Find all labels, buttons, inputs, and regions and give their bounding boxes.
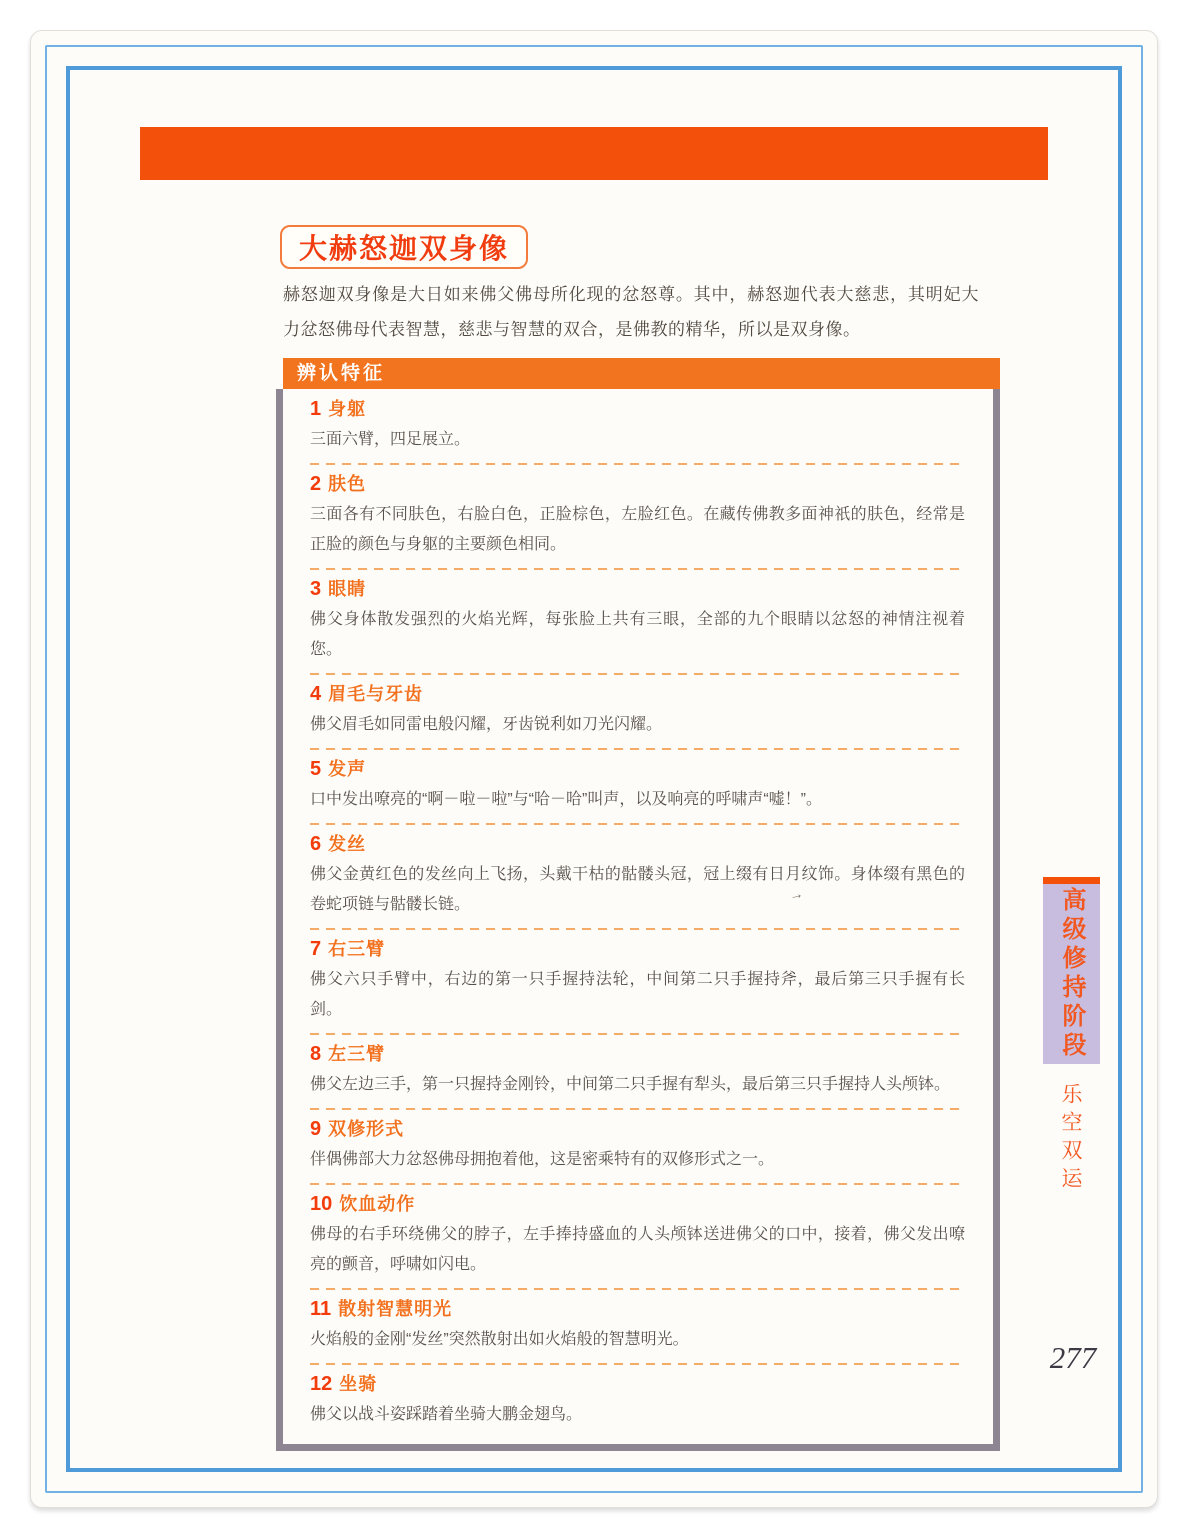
item-separator bbox=[310, 463, 965, 465]
item-separator bbox=[310, 1108, 965, 1110]
feature-item bbox=[310, 832, 965, 930]
feature-item bbox=[310, 397, 965, 465]
feature-item-number: 5 bbox=[310, 758, 322, 780]
feature-item-title: 眼睛 bbox=[328, 579, 367, 599]
feature-item-description: 佛父六只手臂中，右边的第一只手握持法轮，中间第二只手握持斧，最后第三只手握有长剑。 bbox=[310, 971, 965, 1018]
item-separator bbox=[310, 1288, 965, 1290]
feature-item-number: 1 bbox=[310, 398, 322, 420]
feature-item-head bbox=[310, 1372, 965, 1398]
feature-item-head bbox=[310, 397, 965, 423]
feature-item-number: 7 bbox=[310, 938, 322, 960]
feature-item bbox=[310, 472, 965, 570]
feature-item bbox=[310, 682, 965, 750]
feature-item-title: 发丝 bbox=[328, 834, 367, 854]
feature-item-head bbox=[310, 472, 965, 498]
feature-item-number: 10 bbox=[310, 1193, 333, 1215]
item-separator bbox=[310, 1363, 965, 1365]
feature-item-number: 2 bbox=[310, 473, 322, 495]
feature-item bbox=[310, 757, 965, 825]
feature-item-number: 4 bbox=[310, 683, 322, 705]
feature-item bbox=[310, 1117, 965, 1185]
intro-paragraph: 赫怒迦双身像是大日如来佛父佛母所化现的忿怒尊。其中，赫怒迦代表大慈悲，其明妃大力忿怒佛母代表智慧，慈悲与智慧的双合，是佛教的精华，所以是双身像。 bbox=[283, 285, 979, 339]
sidebar-section-label-wrap bbox=[1048, 1083, 1094, 1203]
feature-item bbox=[310, 1372, 965, 1430]
feature-item-description: 佛父左边三手，第一只握持金刚铃，中间第二只手握有犁头，最后第三只手握持人头颅钵。 bbox=[310, 1076, 951, 1093]
feature-item-title: 眉毛与牙齿 bbox=[328, 684, 424, 704]
feature-item-head bbox=[310, 1042, 965, 1068]
feature-item-head bbox=[310, 1192, 965, 1218]
feature-item bbox=[310, 937, 965, 1035]
feature-item-number: 8 bbox=[310, 1043, 322, 1065]
feature-item-number: 6 bbox=[310, 833, 322, 855]
sidebar-chapter-label: 高级修持阶段 bbox=[1058, 887, 1085, 1061]
features-header-bar: 辨认特征 bbox=[283, 358, 1000, 389]
item-separator bbox=[310, 1183, 965, 1185]
feature-item-head bbox=[310, 937, 965, 963]
feature-item-head bbox=[310, 1117, 965, 1143]
feature-item-head bbox=[310, 682, 965, 708]
sidebar-chapter-tab bbox=[1043, 877, 1100, 1064]
feature-item-head bbox=[310, 757, 965, 783]
feature-item-number: 12 bbox=[310, 1373, 333, 1395]
feature-item-description: 佛母的右手环绕佛父的脖子，左手捧持盛血的人头颅钵送进佛父的口中，接着，佛父发出嘹亮的颤音，呼啸如闪电。 bbox=[310, 1226, 965, 1273]
feature-item-title: 散射智慧明光 bbox=[338, 1299, 453, 1319]
page-title: 大赫怒迦双身像 bbox=[298, 234, 509, 265]
feature-item-description: 佛父金黄红色的发丝向上飞扬，头戴干枯的骷髅头冠，冠上缀有日月纹饰。身体缀有黑色的卷蛇项链与骷髅长链。 bbox=[310, 866, 965, 913]
item-separator bbox=[310, 568, 965, 570]
feature-item-description: 三面各有不同肤色，右脸白色，正脸棕色，左脸红色。在藏传佛教多面神祇的肤色，经常是正脸的颜色与身躯的主要颜色相同。 bbox=[310, 506, 965, 553]
feature-item-title: 坐骑 bbox=[339, 1374, 378, 1394]
feature-item bbox=[310, 1042, 965, 1110]
top-banner bbox=[140, 127, 1048, 180]
feature-item-number: 9 bbox=[310, 1118, 322, 1140]
item-separator bbox=[310, 1033, 965, 1035]
feature-item-title: 右三臂 bbox=[328, 939, 386, 959]
feature-item-title: 肤色 bbox=[328, 474, 367, 494]
feature-item-description: 佛父以战斗姿踩踏着坐骑大鹏金翅鸟。 bbox=[310, 1406, 583, 1423]
feature-item bbox=[310, 1297, 965, 1365]
item-separator bbox=[310, 823, 965, 825]
feature-item-head bbox=[310, 577, 965, 603]
feature-item-title: 左三臂 bbox=[328, 1044, 386, 1064]
feature-item bbox=[310, 577, 965, 675]
feature-item-number: 3 bbox=[310, 578, 322, 600]
feature-item-description: 佛父身体散发强烈的火焰光辉，每张脸上共有三眼，全部的九个眼睛以忿怒的神情注视着您。 bbox=[310, 611, 965, 658]
feature-item-description: 伴偶佛部大力忿怒佛母拥抱着他，这是密乘特有的双修形式之一。 bbox=[310, 1151, 775, 1168]
feature-item-head bbox=[310, 1297, 965, 1323]
section-title-box bbox=[280, 225, 528, 269]
feature-item-description: 佛父眉毛如同雷电般闪耀，牙齿锐利如刀光闪耀。 bbox=[310, 716, 663, 733]
feature-item-title: 发声 bbox=[328, 759, 367, 779]
item-separator bbox=[310, 928, 965, 930]
item-separator bbox=[310, 673, 965, 675]
feature-item-head bbox=[310, 832, 965, 858]
feature-item-description: 口中发出嘹亮的“啊－啦－啦”与“哈－哈”叫声，以及响亮的呼啸声“嘘！”。 bbox=[310, 791, 822, 808]
feature-item-number: 11 bbox=[310, 1298, 332, 1320]
feature-item-description: 三面六臂，四足展立。 bbox=[310, 431, 471, 448]
features-list bbox=[276, 389, 1000, 1451]
sidebar-section-label: 乐空双运 bbox=[1059, 1083, 1083, 1195]
handwritten-arrow-mark: → bbox=[787, 884, 805, 904]
feature-item-title: 身躯 bbox=[328, 399, 367, 419]
feature-item-description: 火焰般的金刚“发丝”突然散射出如火焰般的智慧明光。 bbox=[310, 1331, 689, 1348]
feature-item bbox=[310, 1192, 965, 1290]
page-number: 277 bbox=[1049, 1340, 1097, 1375]
feature-item-title: 饮血动作 bbox=[339, 1194, 416, 1214]
item-separator bbox=[310, 748, 965, 750]
feature-item-title: 双修形式 bbox=[328, 1119, 405, 1139]
